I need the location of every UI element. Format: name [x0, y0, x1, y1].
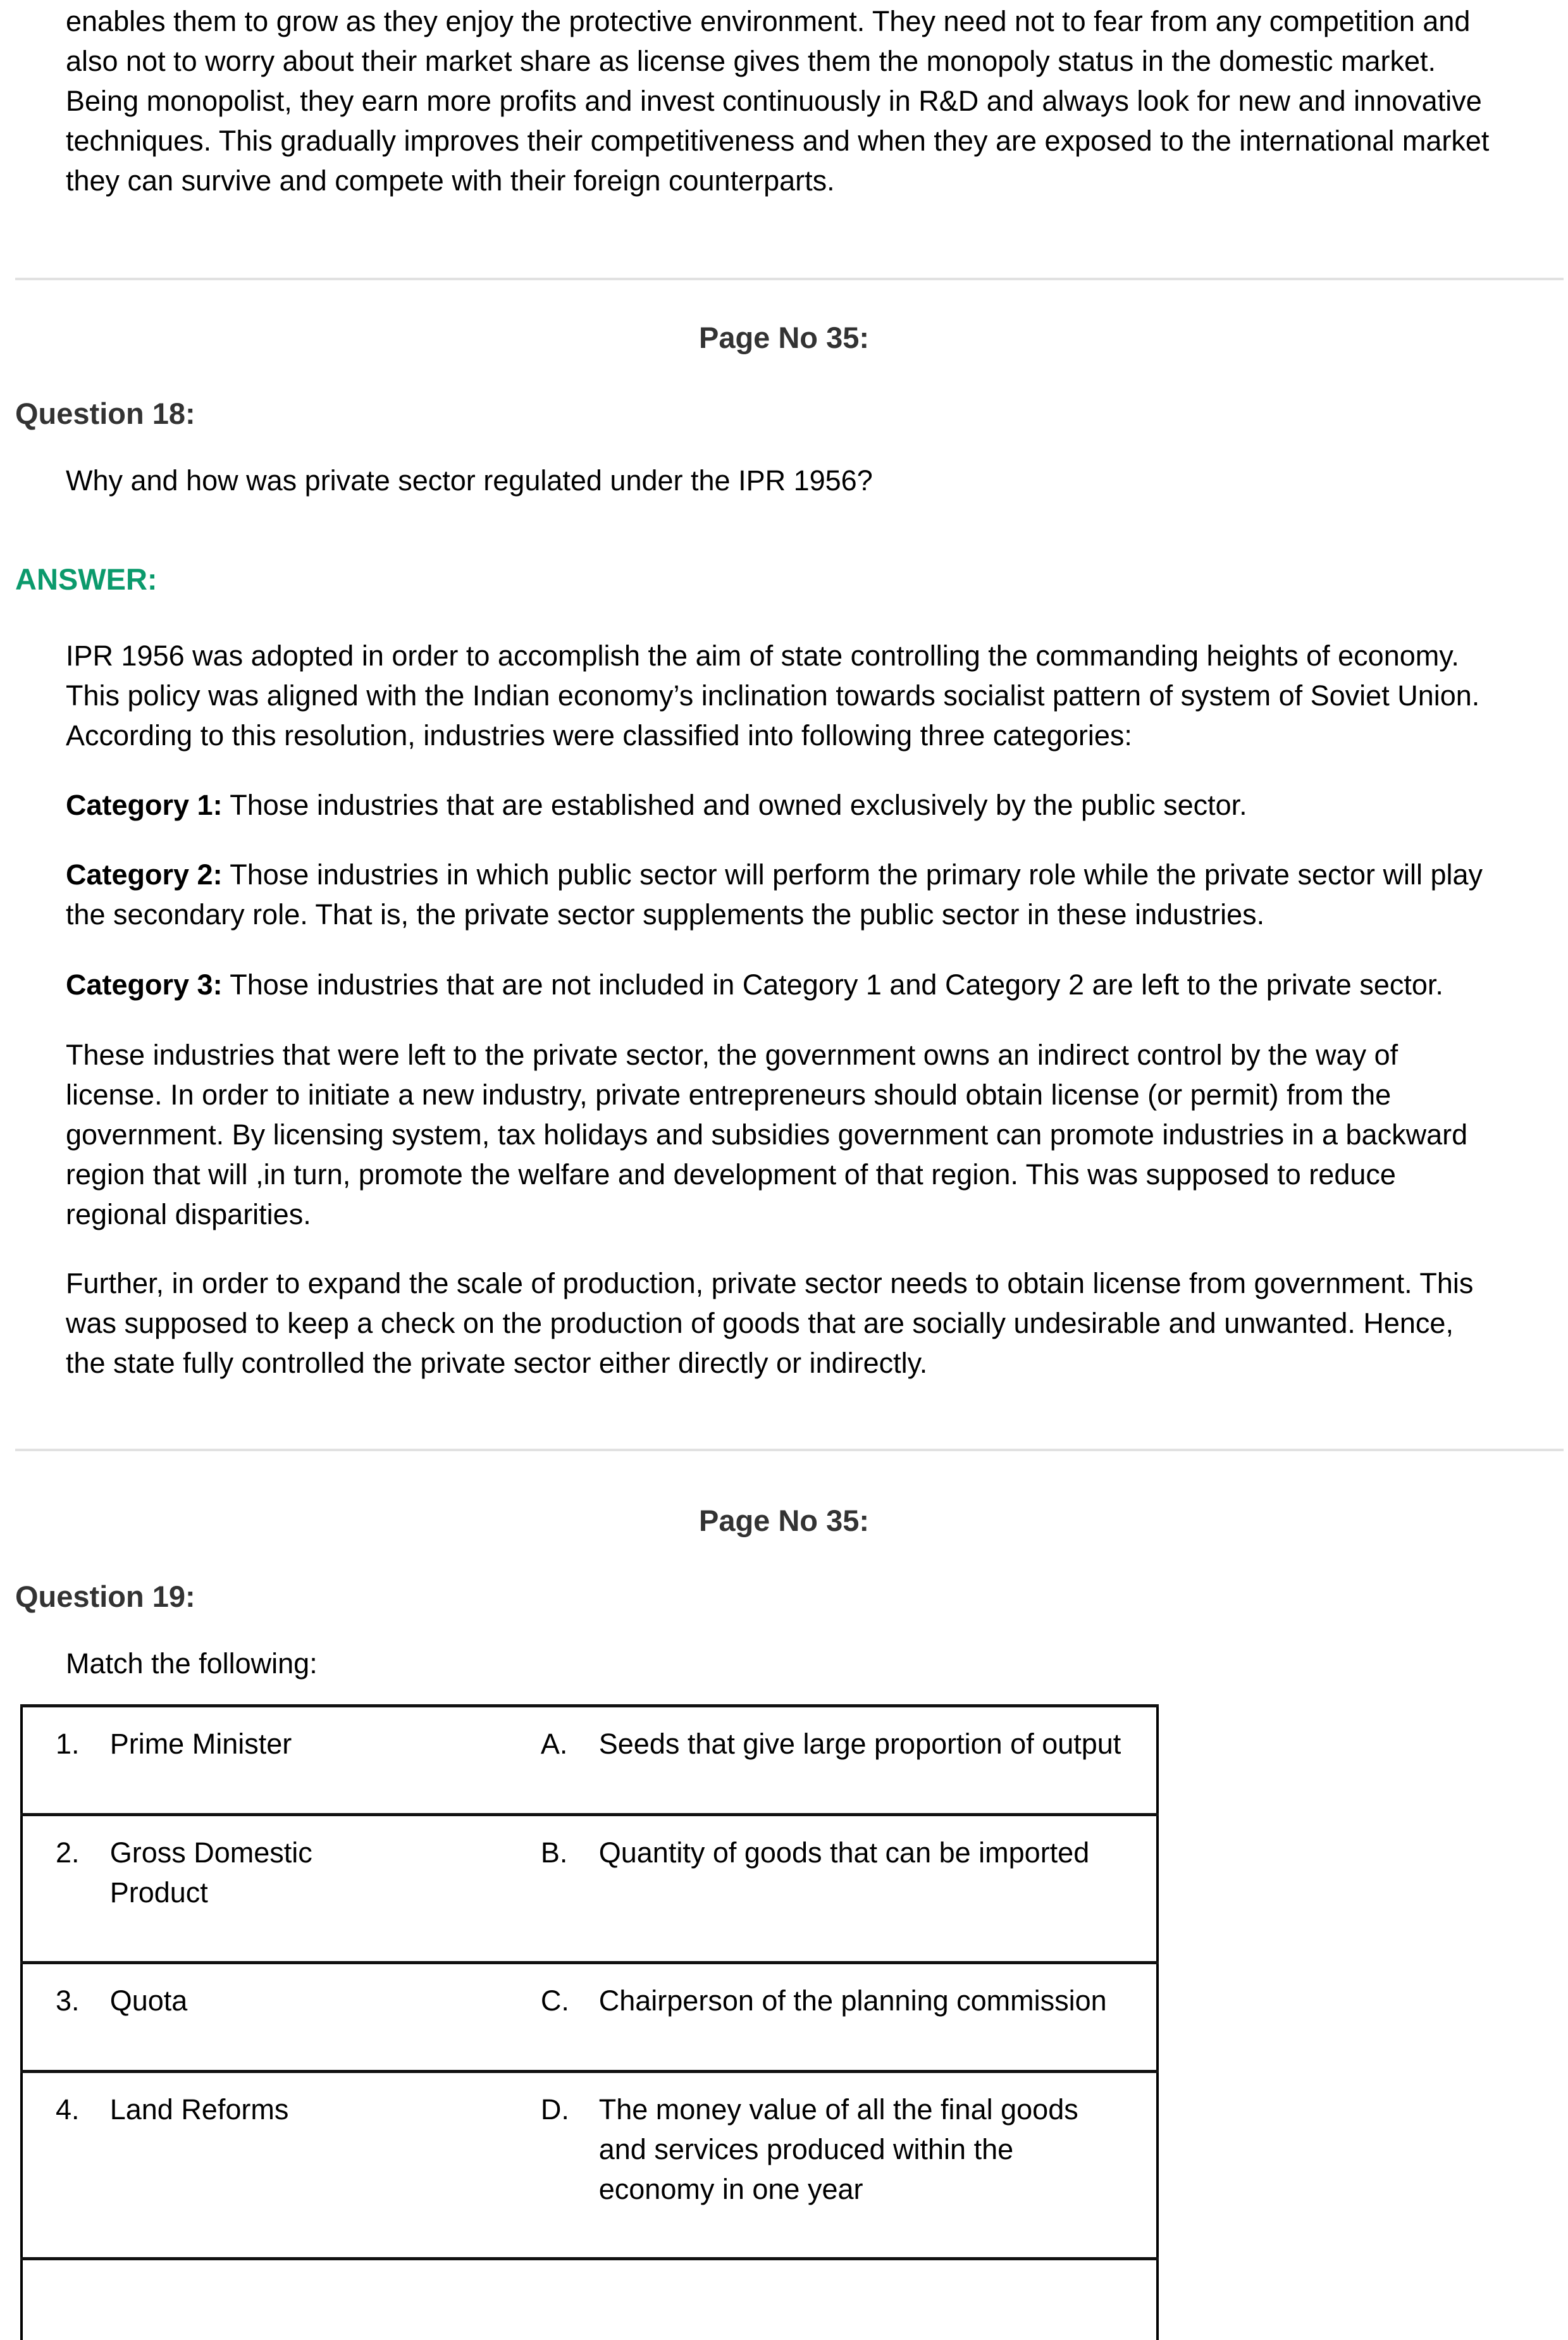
match-table [20, 1704, 1159, 2340]
question-19-heading: Question 19: [15, 1579, 195, 1614]
paragraph-line: the state fully controlled the private sector either directly or indirectly. [66, 1347, 927, 1379]
paragraph-line: regional disparities. [66, 1198, 311, 1230]
row-definition: Chairperson of the planning commission [599, 1963, 1157, 2072]
answer-line: IPR 1956 was adopted in order to accomplish the aim of state controlling the commanding heights of economy. [66, 640, 1459, 672]
intro-line: also not to worry about their market share as license gives them the monopoly status in the domestic market. [66, 45, 1436, 77]
section-divider [15, 278, 1564, 280]
row-definition [599, 2259, 1157, 2340]
table-row [22, 1815, 1157, 1963]
row-letter [509, 2259, 599, 2340]
row-number: 1. [22, 1706, 110, 1815]
answer-line: This policy was aligned with the Indian economy’s inclination towards socialist pattern of system of Soviet Union. [66, 679, 1479, 712]
license-paragraph [66, 1035, 1565, 1234]
row-letter: A. [509, 1706, 599, 1815]
category-2-paragraph [66, 855, 1565, 934]
table-row [22, 2259, 1157, 2340]
section-divider [15, 1449, 1564, 1451]
row-letter: B. [509, 1815, 599, 1963]
row-number: 4. [22, 2072, 110, 2259]
category-1-paragraph [66, 785, 1565, 825]
category-3-text: Those industries that are not included in Category 1 and Category 2 are left to the private sector. [223, 969, 1443, 1001]
row-definition: The money value of all the final goods and services produced within the economy in one year [599, 2072, 1157, 2259]
category-2-label: Category 2: [66, 858, 223, 891]
paragraph-line: government. By licensing system, tax holidays and subsidies government can promote industries in a backward [66, 1118, 1467, 1151]
row-term: Land Reforms [110, 2072, 509, 2259]
page-number-heading: Page No 35: [0, 1503, 1568, 1538]
intro-paragraph [66, 1, 1565, 201]
question-18-text: Why and how was private sector regulated under the IPR 1956? [66, 461, 1565, 500]
row-number: 2. [22, 1815, 110, 1963]
paragraph-line: license. In order to initiate a new industry, private entrepreneurs should obtain license (or permit) from the [66, 1079, 1391, 1111]
answer-intro-paragraph [66, 636, 1565, 755]
row-number: 3. [22, 1963, 110, 2072]
row-definition: Quantity of goods that can be imported [599, 1815, 1157, 1963]
page-number-heading: Page No 35: [0, 320, 1568, 355]
category-2-text-cont: the secondary role. That is, the private sector supplements the public sector in these industries. [66, 898, 1264, 931]
answer-line: According to this resolution, industries were classified into following three categories: [66, 719, 1132, 752]
table-row [22, 1963, 1157, 2072]
row-term: Quota [110, 1963, 509, 2072]
row-letter: C. [509, 1963, 599, 2072]
intro-line: techniques. This gradually improves their competitiveness and when they are exposed to the international market [66, 125, 1489, 157]
row-term [110, 2259, 509, 2340]
question-18-heading: Question 18: [15, 396, 195, 431]
answer-label: ANSWER: [15, 562, 157, 597]
further-paragraph [66, 1263, 1565, 1383]
row-term: Prime Minister [110, 1706, 509, 1815]
row-number [22, 2259, 110, 2340]
row-term: Gross Domestic Product [110, 1815, 509, 1963]
paragraph-line: region that will ,in turn, promote the welfare and development of that region. This was supposed to reduce [66, 1158, 1396, 1191]
category-3-paragraph [66, 965, 1565, 1005]
paragraph-line: These industries that were left to the private sector, the government owns an indirect control by the way of [66, 1039, 1398, 1071]
table-row [22, 2072, 1157, 2259]
paragraph-line: was supposed to keep a check on the production of goods that are socially undesirable and unwanted. Hence, [66, 1307, 1454, 1339]
table-row [22, 1706, 1157, 1815]
intro-line: Being monopolist, they earn more profits and invest continuously in R&D and always look for new and innovative [66, 85, 1482, 117]
category-3-label: Category 3: [66, 969, 223, 1001]
row-definition: Seeds that give large proportion of output [599, 1706, 1157, 1815]
paragraph-line: Further, in order to expand the scale of production, private sector needs to obtain license from government. This [66, 1267, 1473, 1299]
intro-line: they can survive and compete with their foreign counterparts. [66, 164, 835, 197]
category-1-text: Those industries that are established and owned exclusively by the public sector. [223, 789, 1247, 821]
question-19-prompt: Match the following: [66, 1644, 1565, 1683]
category-1-label: Category 1: [66, 789, 223, 821]
intro-line: enables them to grow as they enjoy the protective environment. They need not to fear from any competition and [66, 5, 1470, 37]
row-letter: D. [509, 2072, 599, 2259]
category-2-text: Those industries in which public sector will perform the primary role while the private sector will play [223, 858, 1483, 891]
